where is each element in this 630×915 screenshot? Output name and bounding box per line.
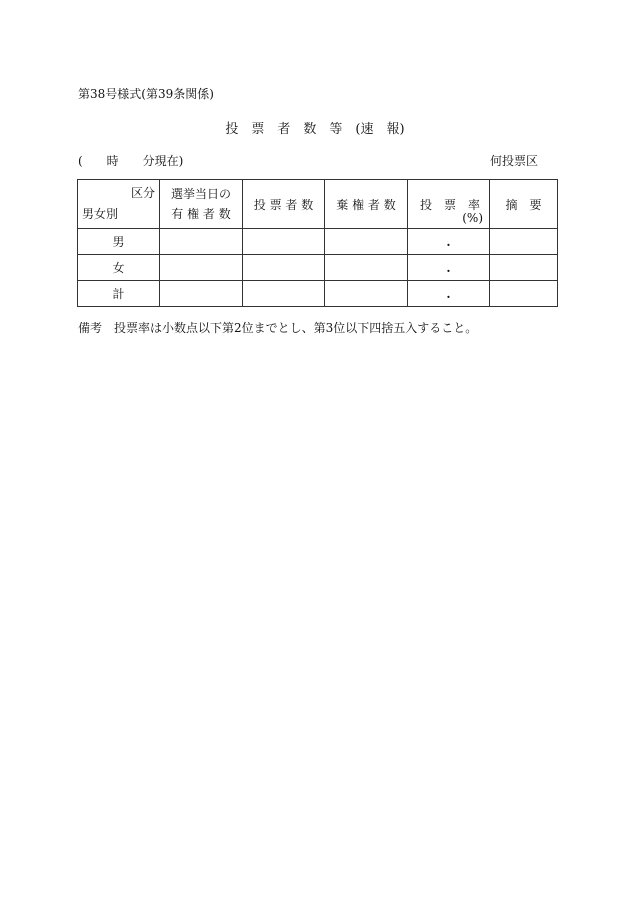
table-header-row [78,180,558,229]
document-title: 投 票 者 数 等 (速 報) [225,122,405,137]
abstained-cell[interactable] [325,281,408,307]
time-as-of-line: ( 時 分現在) [78,154,184,168]
abstained-cell[interactable] [325,229,408,255]
table-row [78,255,558,281]
registered-voters-cell[interactable] [160,229,243,255]
remarks-header: 摘 要 [490,180,558,229]
remarks-note: 備考 投票率は小数点以下第2位までとし、第3位以下四捨五入すること。 [78,321,478,335]
registered-voters-header-line2: 有 権 者 数 [171,207,231,221]
voters-cell[interactable] [243,255,325,281]
voters-cell[interactable] [243,281,325,307]
remarks-cell[interactable] [490,281,558,307]
category-corner-cell [78,180,160,229]
form-number: 第38号様式(第39条関係) [78,87,214,101]
voter-count-table [77,179,558,307]
voters-cell[interactable] [243,229,325,255]
row-label-male: 男 [78,229,160,255]
turnout-rate-header [408,180,490,229]
turnout-rate-label: 投 票 率 [420,198,481,212]
table-row [78,229,558,255]
abstained-cell[interactable] [325,255,408,281]
category-label: 区分 [130,186,155,200]
polling-district-label: 何投票区 [490,154,539,168]
remarks-cell[interactable] [490,255,558,281]
registered-voters-header [160,180,243,229]
abstained-header: 棄 権 者 数 [325,180,408,229]
gender-label: 男女別 [82,207,119,221]
row-label-female: 女 [78,255,160,281]
turnout-rate-cell[interactable]: . [408,229,490,255]
voters-header: 投 票 者 数 [243,180,325,229]
row-label-total: 計 [78,281,160,307]
turnout-rate-cell[interactable]: . [408,255,490,281]
table-row [78,281,558,307]
turnout-rate-cell[interactable]: . [408,281,490,307]
registered-voters-cell[interactable] [160,255,243,281]
registered-voters-cell[interactable] [160,281,243,307]
registered-voters-header-line1: 選挙当日の [170,187,231,201]
turnout-rate-unit: (%) [462,211,483,225]
remarks-cell[interactable] [490,229,558,255]
